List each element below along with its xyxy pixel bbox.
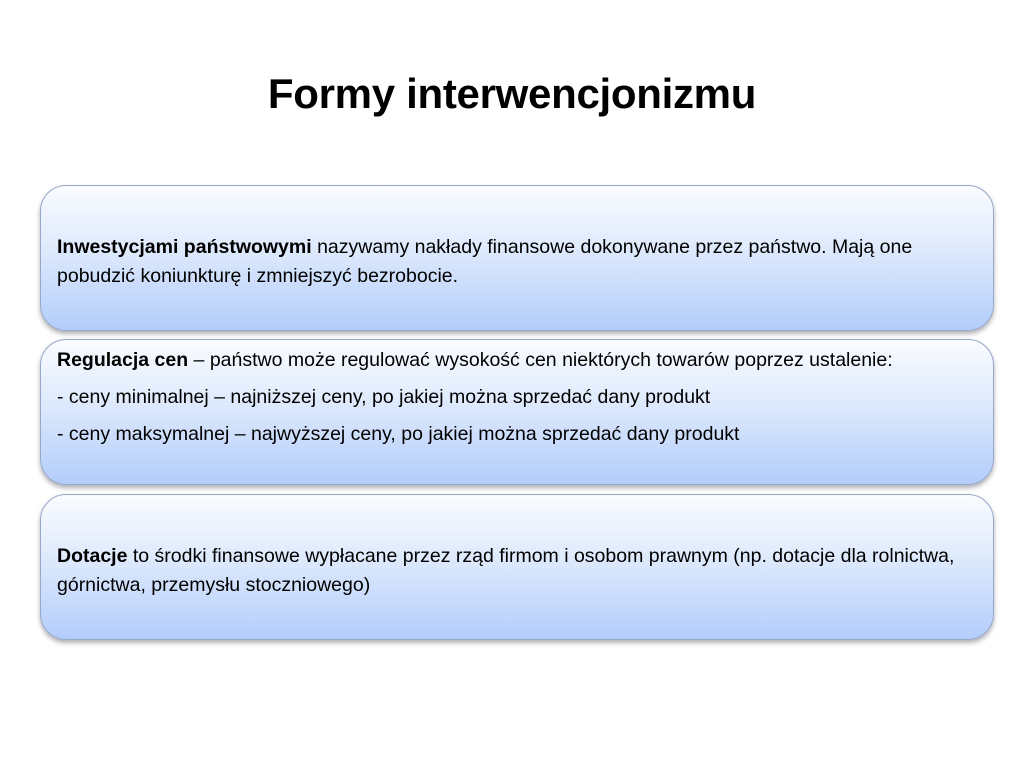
slide-title: Formy interwencjonizmu xyxy=(267,70,757,117)
content-box-subsidies xyxy=(40,494,994,640)
subsidies-paragraph xyxy=(57,542,971,600)
list-item-maximum-price: - ceny maksymalnej – najwyższej ceny, po jakiej można sprzedać dany produkt xyxy=(57,423,740,445)
price-regulation-term: Regulacja cen xyxy=(57,349,189,371)
investments-term: Inwestycjami państwowymi xyxy=(57,236,312,258)
content-box-investments xyxy=(40,185,994,331)
content-box-price-regulation xyxy=(40,339,994,485)
price-regulation-definition: – państwo może regulować wysokość cen niektórych towarów poprzez ustalenie: xyxy=(188,349,893,371)
subsidies-definition: to środki finansowe wypłacane przez rząd firmom i osobom prawnym (np. dotacje dla rolnictwa, górnictwa, przemysłu stoczniowego) xyxy=(57,545,955,596)
price-regulation-paragraph xyxy=(57,346,971,375)
list-item-minimum-price: - ceny minimalnej – najniższej ceny, po jakiej można sprzedać dany produkt xyxy=(57,386,711,408)
investments-paragraph xyxy=(57,233,971,291)
investments-definition: nazywamy nakłady finansowe dokonywane przez państwo. Mają one pobudzić koniunkturę i zmniejszyć bezrobocie. xyxy=(57,236,913,287)
subsidies-term: Dotacje xyxy=(57,545,128,567)
